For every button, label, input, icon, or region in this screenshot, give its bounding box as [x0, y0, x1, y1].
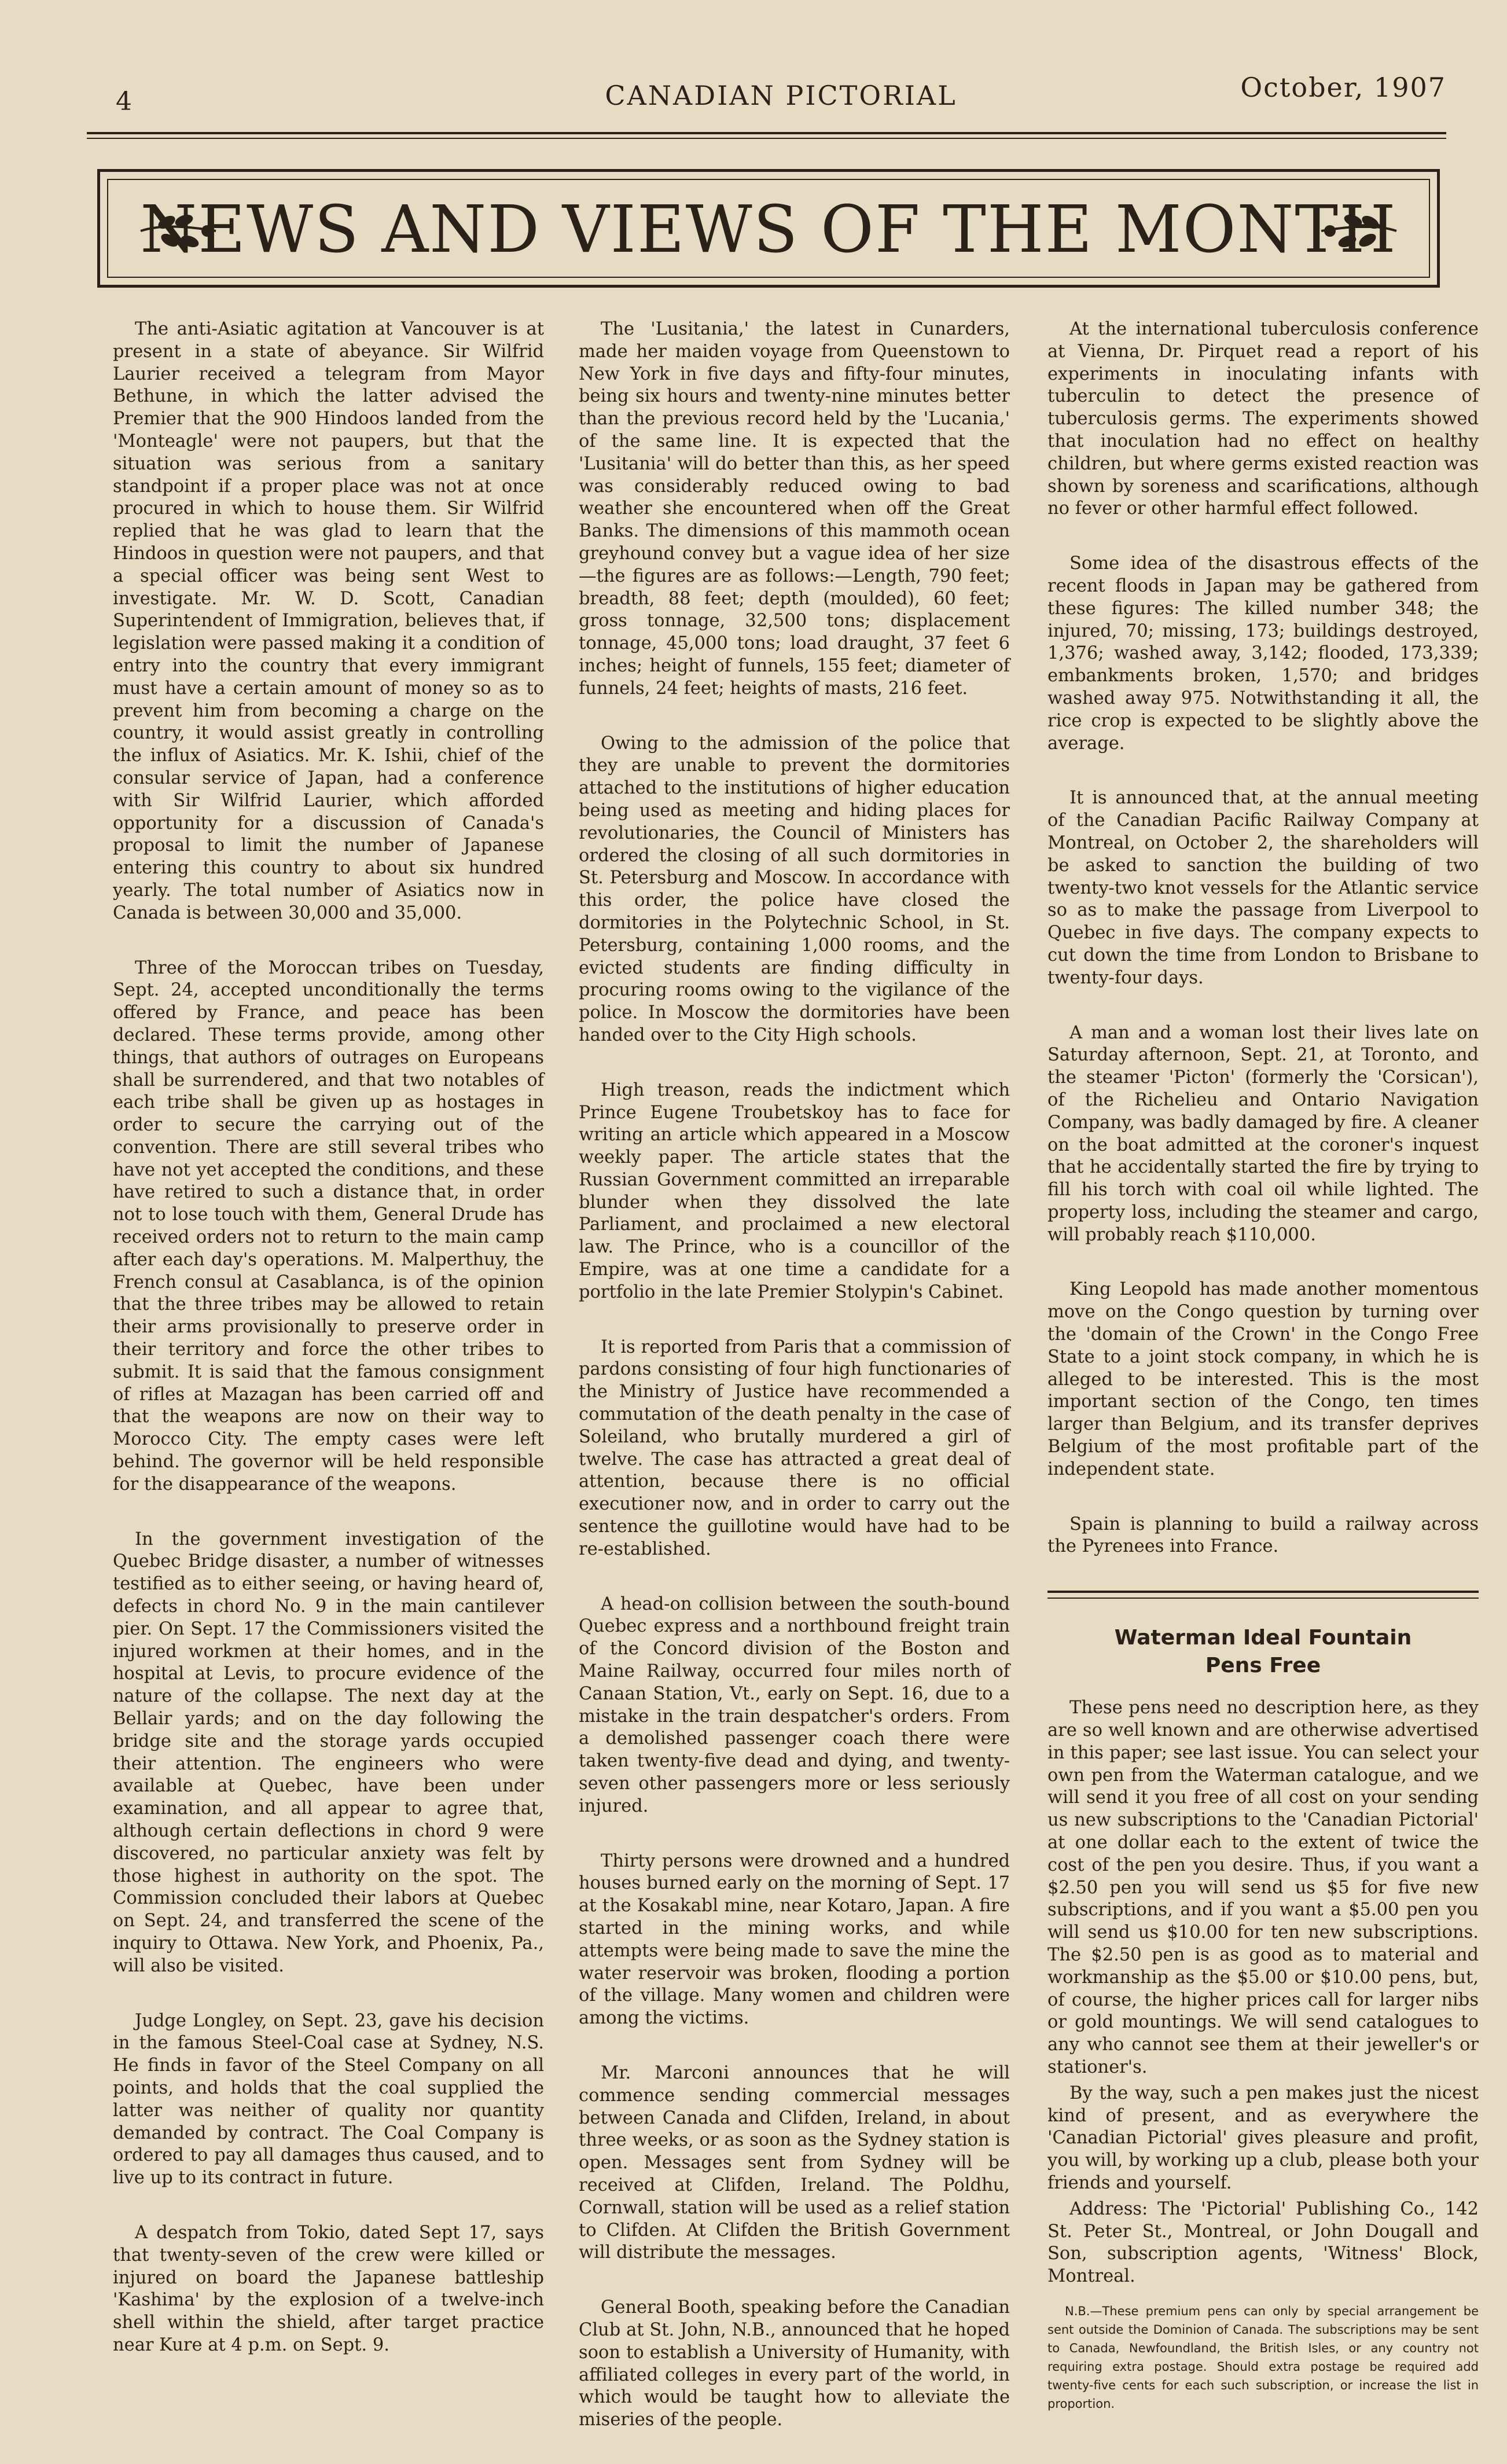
issue-date: October, 1907	[1240, 72, 1446, 103]
article-picton-fire: A man and a woman lost their lives late on Saturday afternoon, Sept. 21, at Toronto, and the steamer 'Picton' (formerly the 'Corsican'), of the Richelieu and Ontario Navigation Company, was badly damaged by fire. A cleaner on the boat admitted at the coroner's inquest that he accidentally started the fire by trying to fill his torch with coal oil while lighted. The property loss, including the steamer and cargo, will probably reach $110,000.	[1047, 1022, 1479, 1245]
ad-divider	[1047, 1591, 1479, 1593]
article-lusitania: The 'Lusitania,' the latest in Cunarders, made her maiden voyage from Queenstown to New York in five days and fifty-four minutes, being six hours and twenty-nine minutes better than the previous record held by the 'Lucania,' of the same line. It is expected that the 'Lusitania' will do better than this, as her speed was considerably reduced owing to bad weather she encountered when off the Great Banks. The dimensions of this mammoth ocean greyhound convey but a vague idea of her size—the figures are as follows:—Length, 790 feet; breadth, 88 feet; depth (moulded), 60 feet; gross tonnage, 32,500 tons; displacement tonnage, 45,000 tons; load draught, 37 feet 6 inches; height of funnels, 155 feet; diameter of funnels, 24 feet; heights of masts, 216 feet.	[579, 319, 1010, 699]
leaf-sprig-ornament-icon	[135, 208, 222, 254]
article-general-booth: General Booth, speaking before the Canadian Club at St. John, N.B., announced that he hoped soon to establish a University of Humanity, with affiliated colleges in every part of the world, in which would be taught how to alleviate the miseries of the people.	[579, 2297, 1010, 2430]
article-paris-pardons: It is reported from Paris that a commission of pardons consisting of four high functionaries of the Ministry of Justice have recommended a commutation of the death penalty in the case of Soleiland, who brutally murdered a girl of twelve. The case has attracted a great deal of attention, because there is no official executioner now, and in order to carry out the sentence the guillotine would have had to be re-established.	[579, 1336, 1010, 1559]
section-banner	[97, 169, 1440, 288]
ad-heading-line1: Waterman Ideal Fountain	[1114, 1626, 1412, 1650]
article-pyrenees-railway: Spain is planning to build a railway across the Pyrenees into France.	[1047, 1514, 1479, 1557]
header-rule	[87, 132, 1446, 134]
ad-body-paragraph: These pens need no description here, as they are so well known and are otherwise advertised in this paper; see last issue. You can select your own pen from the Waterman catalogue, and we will send it you free of all cost on your sending us new subscriptions to the 'Canadian Pictorial' at one dollar each to the extent of twice the cost of the pen you desire. Thus, if you want a $2.50 pen you will send us $5 for five new subscriptions, and if you want a $5.00 pen you will send us $10.00 for ten new subscriptions. The $2.50 pen is as good as to material and workmanship as the $5.00 or $10.00 pens, but, of course, the higher prices call for larger nibs or gold mountings. We will send catalogues to any who cannot see them at their jeweller's or stationer's.	[1047, 1698, 1479, 2077]
ad-footnote: N.B.—These premium pens can only by special arrangement be sent outside the Dominion of Canada. The subscriptions may be sent to Canada, Newfoundland, the British Isles, or any country not requiring extra postage. Should extra postage be required add twenty-five cents for each such subscription, or increase the list in proportion.	[1047, 2304, 1479, 2411]
article-moroccan-tribes: Three of the Moroccan tribes on Tuesday, Sept. 24, accepted unconditionally the terms offered by France, and peace has been declared. These terms provide, among other things, that authors of outrages on Europeans shall be surrendered, and that two notables of each tribe shall be given up as hostages in order to secure the carrying out of the convention. There are still several tribes who have not yet accepted the conditions, and these have retired to such a distance that, in order not to lose touch with them, General Drude has received orders not to return to the main camp after each day's operations. M. Malperthuy, the French consul at Casablanca, is of the opinion that the three tribes may be allowed to retain their arms provisionally to preserve order in their territory and force the other tribes to submit. It is said that the famous consignment of rifles at Mazagan has been carried off and that the weapons are now on their way to Morocco City. The empty cases were left behind. The governor will be held responsible for the disappearance of the weapons.	[113, 957, 544, 1494]
article-quebec-bridge: In the government investigation of the Quebec Bridge disaster, a number of witnesses testified as to either seeing, or having heard of, defects in chord No. 9 in the main cantilever pier. On Sept. 17 the Commissioners visited the injured workmen at their homes, and in the hospital at Levis, to procure evidence of the nature of the collapse. The next day at the Bellair yards; and on the day following the bridge site and the storage yards occupied their attention. The engineers who were available at Quebec, have been under examination, and all appear to agree that, although certain deflections in chord 9 were discovered, no particular anxiety was felt by those highest in authority on the spot. The Commission concluded their labors at Quebec on Sept. 24, and transferred the scene of the inquiry to Ottawa. New York, and Phoenix, Pa., will also be visited.	[113, 1529, 544, 1976]
ad-body-paragraph: By the way, such a pen makes just the nicest kind of present, and as everywhere the 'Canadian Pictorial' gives pleasure and profit, you will, by working up a club, please both your friends and yourself.	[1047, 2083, 1479, 2193]
ad-address: Address: The 'Pictorial' Publishing Co., 142 St. Peter St., Montreal, or John Dougall and Son, subscription agents, 'Witness' Block, Montreal.	[1047, 2198, 1479, 2287]
column-1	[113, 318, 544, 2389]
article-japan-floods: Some idea of the disastrous effects of the recent floods in Japan may be gathered from these figures: The killed number 348; the injured, 70; missing, 173; buildings destroyed, 1,376; washed away, 3,142; flooded, 173,339; embankments broken, 1,570; and bridges washed away 975. Notwithstanding it all, the rice crop is expected to be slightly above the average.	[1047, 553, 1479, 754]
article-train-collision: A head-on collision between the south-bound Quebec express and a northbound freight train of the Concord division of the Boston and Maine Railway, occurred four miles north of Canaan Station, Vt., early on Sept. 16, due to a mistake in the train despatcher's orders. From a demolished passenger coach there were taken twenty-five dead and dying, and twenty-seven other passengers more or less seriously injured.	[579, 1593, 1010, 1816]
article-troubetskoy-treason: High treason, reads the indictment which Prince Eugene Troubetskoy has to face for writing an article which appeared in a Moscow weekly paper. The article states that the Russian Government committed an irreparable blunder when they dissolved the late Parliament, and proclaimed a new electoral law. The Prince, who is a councillor of the Empire, was at one time a candidate for a portfolio in the late Premier Stolypin's Cabinet.	[579, 1079, 1010, 1302]
article-russian-dormitories: Owing to the admission of the police that they are unable to prevent the dormitories attached to the institutions of higher education being used as meeting and hiding places for revolutionaries, the Council of Ministers has ordered the closing of all such dormitories in St. Petersburg and Moscow. In accordance with this order, the police have closed the dormitories in the Polytechnic School, in St. Petersburg, containing 1,000 rooms, and the evicted students are finding difficulty in procuring rooms owing to the vigilance of the police. In Moscow the dormitories have been handed over to the City High schools.	[579, 733, 1010, 1045]
article-steel-coal-case: Judge Longley, on Sept. 23, gave his decision in the famous Steel-Coal case at Sydney, N.S. He finds in favor of the Steel Company on all points, and holds that the coal supplied the latter was neither of quality nor quantity demanded by contract. The Coal Company is ordered to pay all damages thus caused, and to live up to its contract in future.	[113, 2010, 544, 2188]
ad-heading	[1047, 1624, 1479, 1680]
ad-heading-line2: Pens Free	[1205, 1654, 1321, 1678]
article-cpr-vessels: It is announced that, at the annual meeting of the Canadian Pacific Railway Company at Montreal, on October 2, the shareholders will be asked to sanction the building of two twenty-two knot vessels for the Atlantic service so as to make the passage from Liverpool to Quebec in five days. The company expects to cut down the time from London to Brisbane to twenty-four days.	[1047, 788, 1479, 988]
page-number: 4	[116, 87, 133, 116]
article-kosakabl-mine: Thirty persons were drowned and a hundred houses burned early on the morning of Sept. 17 at the Kosakabl mine, near Kotaro, Japan. A fire started in the mining works, and while attempts were being made to save the mine the water reservoir was broken, flooding a portion of the village. Many women and children were among the victims.	[579, 1850, 1010, 2029]
article-vancouver-asiatic: The anti-Asiatic agitation at Vancouver is at present in a state of abeyance. Sir Wilfrid Laurier received a telegram from Mayor Bethune, in which the latter advised the Premier that the 900 Hindoos landed from the 'Monteagle' were not paupers, but that the situation was serious from a sanitary standpoint if a proper place was not at once procured in which to house them. Sir Wilfrid replied that he was glad to learn that the Hindoos in question were not paupers, and that a special officer was being sent West to investigate. Mr. W. D. Scott, Canadian Superintendent of Immigration, believes that, if legislation were passed making it a condition of entry into the country that every immigrant must have a certain amount of money so as to prevent him from becoming a charge on the country, it would assist greatly in controlling the influx of Asiatics. Mr. K. Ishii, chief of the consular service of Japan, had a conference with Sir Wilfrid Laurier, which afforded opportunity for a discussion of Canada's proposal to limit the number of Japanese entering this country to about six hundred yearly. The total number of Asiatics now in Canada is between 30,000 and 35,000.	[113, 319, 544, 923]
column-3	[1047, 318, 1479, 2445]
publication-title: CANADIAN PICTORIAL	[605, 80, 957, 111]
article-marconi: Mr. Marconi announces that he will commence sending commercial messages between Canada and Clifden, Ireland, in about three weeks, or as soon as the Sydney station is open. Messages sent from Sydney will be received at Clifden, Ireland. The Poldhu, Cornwall, station will be used as a relief station to Clifden. At Clifden the British Government will distribute the messages.	[579, 2062, 1010, 2263]
article-kashima-explosion: A despatch from Tokio, dated Sept 17, says that twenty-seven of the crew were killed or injured on board the Japanese battleship 'Kashima' by the explosion of a twelve-inch shell within the shield, after target practice near Kure at 4 p.m. on Sept. 9.	[113, 2222, 544, 2355]
header-rule-thin	[87, 138, 1446, 139]
article-tuberculosis: At the international tuberculosis conference at Vienna, Dr. Pirquet read a report of his experiments in inoculating infants with tuberculin to detect the presence of tuberculosis germs. The experiments showed that inoculation had no effect on healthy children, but where germs existed reaction was shown by soreness and scarifications, although no fever or other harmful effect followed.	[1047, 319, 1479, 519]
ad-divider-thin	[1047, 1598, 1479, 1599]
column-2	[579, 318, 1010, 2464]
banner-title: NEWS AND VIEWS OF THE MONTH	[140, 192, 1397, 267]
article-congo: King Leopold has made another momentous move on the Congo question by turning over the 'domain of the Crown' in the Congo Free State to a joint stock company, in which he is alleged to be interested. This is the most important section of the Congo, ten times larger than Belgium, and its transfer deprives Belgium of the most profitable part of the independent state.	[1047, 1279, 1479, 1479]
running-header	[116, 69, 1446, 116]
leaf-sprig-ornament-icon	[1315, 208, 1402, 254]
